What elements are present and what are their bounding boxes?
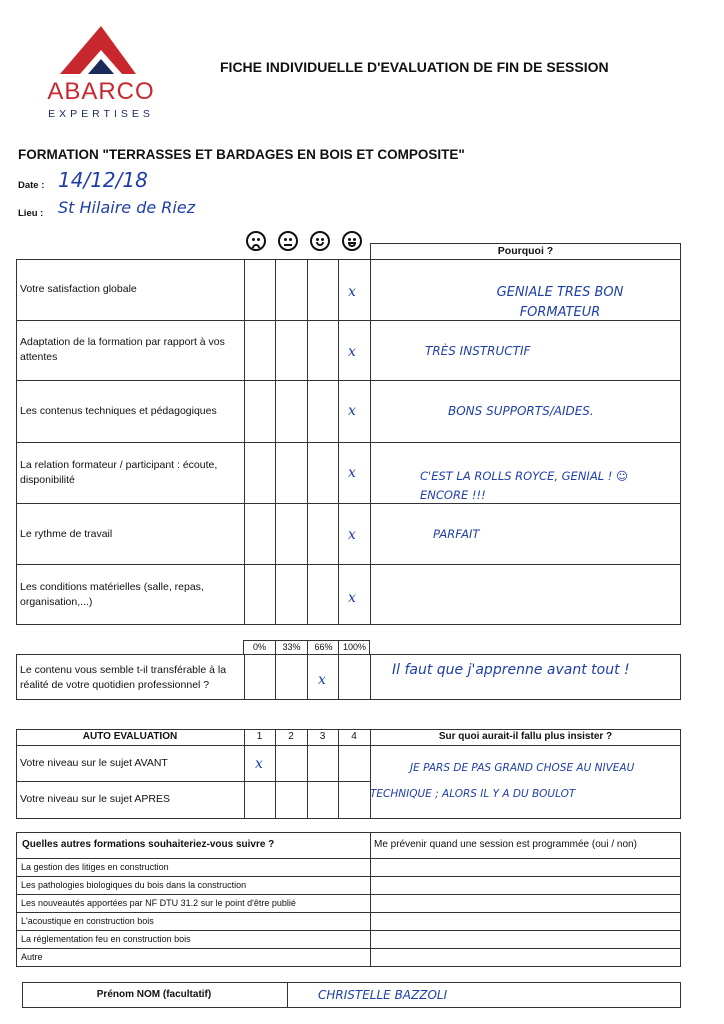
transfer-mark: x bbox=[318, 672, 326, 688]
level-3: 3 bbox=[319, 731, 326, 742]
auto-eval-header: AUTO EVALUATION bbox=[82, 731, 178, 742]
formation-option-4: L'acoustique en construction bois bbox=[21, 916, 154, 926]
insister-comment-line1: JE PARS DE PAS GRAND CHOSE AU NIVEAU bbox=[410, 762, 635, 774]
criterion-comment-4: C'EST LA ROLLS ROYCE, GENIAL ! ☺ ENCORE !!! bbox=[420, 469, 629, 502]
formation-title: FORMATION "TERRASSES ET BARDAGES EN BOIS ET COMPOSITE" bbox=[18, 147, 465, 162]
name-value: CHRISTELLE BAZZOLI bbox=[318, 988, 448, 1002]
level-4: 4 bbox=[351, 731, 357, 742]
percent-100: 100% bbox=[342, 642, 367, 652]
criterion-mark-2: x bbox=[348, 344, 356, 360]
date-value: 14/12/18 bbox=[58, 168, 148, 192]
criterion-mark-3: x bbox=[348, 403, 356, 419]
formation-option-2: Les pathologies biologiques du bois dans la construction bbox=[21, 880, 247, 890]
criterion-mark-1: x bbox=[348, 284, 356, 300]
criterion-comment-5: PARFAIT bbox=[433, 527, 480, 541]
date-label: Date : bbox=[18, 180, 45, 191]
percent-33: 33% bbox=[282, 642, 301, 652]
transfer-percent-header bbox=[243, 640, 370, 655]
criterion-label-2: Adaptation de la formation par rapport à vos attentes bbox=[20, 336, 225, 363]
name-label: Prénom NOM (facultatif) bbox=[96, 989, 212, 1000]
smiley-header bbox=[244, 227, 370, 257]
criterion-label-4: La relation formateur / participant : écoute, disponibilité bbox=[20, 459, 218, 486]
very-unhappy-face-icon bbox=[246, 231, 266, 251]
very-happy-face-icon bbox=[342, 231, 362, 251]
formation-option-6: Autre bbox=[21, 952, 43, 962]
criterion-label-3: Les contenus techniques et pédagogiques bbox=[20, 405, 217, 417]
notify-header: Me prévenir quand une session est programmée (oui / non) bbox=[374, 839, 637, 850]
happy-face-icon bbox=[310, 231, 330, 251]
transfer-label: Le contenu vous semble t-il transférable à la réalité de votre quotidien professionnel ? bbox=[20, 664, 227, 691]
lieu-value: St Hilaire de Riez bbox=[58, 198, 196, 217]
other-formations-header: Quelles autres formations souhaiteriez-vous suivre ? bbox=[22, 839, 275, 850]
formation-option-1: La gestion des litiges en construction bbox=[21, 862, 169, 872]
insister-header: Sur quoi aurait-il fallu plus insister ? bbox=[438, 731, 613, 742]
criterion-mark-4: x bbox=[348, 465, 356, 481]
criterion-comment-1: GENIALE TRES BON FORMATEUR bbox=[496, 285, 624, 320]
level-2: 2 bbox=[288, 731, 294, 742]
criterion-label-6: Les conditions matérielles (salle, repas, organisation,...) bbox=[20, 581, 204, 608]
lieu-label: Lieu : bbox=[18, 208, 44, 219]
criterion-mark-6: x bbox=[348, 590, 356, 606]
auto-row-apres-label: Votre niveau sur le sujet APRES bbox=[20, 793, 170, 805]
level-1: 1 bbox=[256, 731, 263, 742]
transfer-comment: Il faut que j'apprenne avant tout ! bbox=[392, 662, 630, 678]
criterion-comment-3: BONS SUPPORTS/AIDES. bbox=[448, 404, 594, 418]
formation-option-5: La réglementation feu en construction bois bbox=[21, 934, 191, 944]
document-title: FICHE INDIVIDUELLE D'EVALUATION DE FIN DE SESSION bbox=[220, 59, 609, 75]
percent-66: 66% bbox=[314, 642, 333, 652]
logo-roof-icon bbox=[40, 26, 162, 78]
percent-0: 0% bbox=[252, 642, 266, 652]
pourquoi-header: Pourquoi ? bbox=[497, 245, 554, 257]
criterion-label-5: Le rythme de travail bbox=[20, 528, 113, 540]
pourquoi-header-cell bbox=[370, 243, 681, 260]
criterion-label-1: Votre satisfaction globale bbox=[20, 283, 137, 295]
formation-option-3: Les nouveautés apportées par NF DTU 31.2 sur le point d'être publié bbox=[21, 898, 296, 908]
auto-row-avant-mark: x bbox=[255, 756, 263, 772]
criterion-mark-5: x bbox=[348, 527, 356, 543]
logo-name: ABARCO bbox=[47, 78, 155, 105]
logo bbox=[40, 26, 162, 122]
logo-subtitle: EXPERTISES bbox=[48, 108, 154, 120]
criterion-comment-2: TRÈS INSTRUCTIF bbox=[425, 344, 531, 358]
auto-row-avant-label: Votre niveau sur le sujet AVANT bbox=[20, 757, 168, 769]
unhappy-face-icon bbox=[278, 231, 298, 251]
insister-comment-line2: TECHNIQUE ; ALORS IL Y A DU BOULOT bbox=[370, 788, 576, 800]
